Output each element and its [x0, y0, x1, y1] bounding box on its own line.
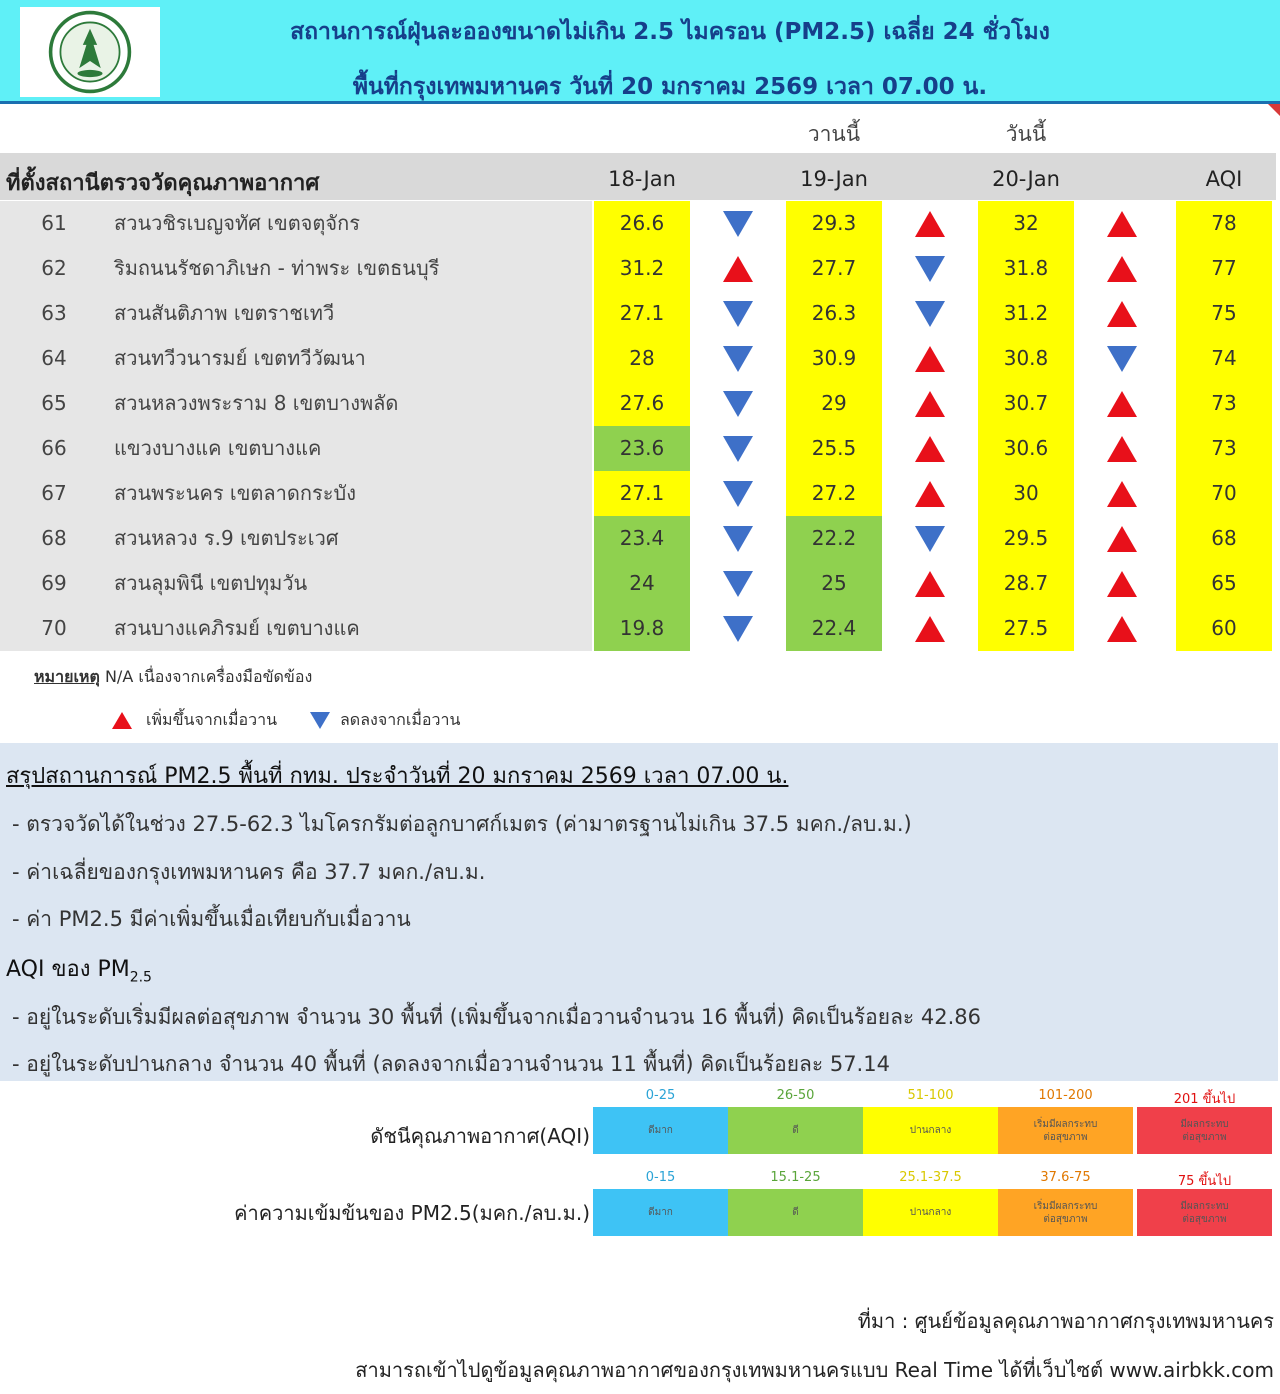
aqi-level-box: [863, 1107, 998, 1154]
value-20-jan: 30.8: [978, 336, 1074, 381]
level-text: ต่อสุขภาพ: [1182, 1213, 1227, 1225]
station-name: สวนสันติภาพ เขตราชเทวี: [108, 291, 592, 336]
value-20-jan: 28.7: [978, 561, 1074, 606]
aqi-value: 70: [1176, 471, 1272, 516]
trend-cell: [882, 246, 978, 291]
yesterday-label: วานนี้: [807, 122, 861, 146]
triangle-down-icon: [723, 346, 753, 372]
table-row: [0, 471, 1276, 516]
aqi-range-label: 101-200: [1038, 1088, 1093, 1103]
header-banner: [0, 0, 1280, 104]
value-20-jan: 27.5: [978, 606, 1074, 651]
level-text: ดี: [792, 1207, 799, 1218]
level-text: ต่อสุขภาพ: [1043, 1213, 1088, 1225]
value-18-jan: 27.1: [594, 291, 690, 336]
summary-panel: [0, 743, 1278, 1081]
triangle-down-icon: [723, 616, 753, 642]
trend-cell: [882, 606, 978, 651]
aqi-value: 75: [1176, 291, 1272, 336]
triangle-up-icon: [915, 571, 945, 597]
triangle-up-icon: [915, 436, 945, 462]
triangle-down-icon: [723, 526, 753, 552]
station-number: 69: [0, 561, 108, 606]
trend-cell: [1074, 516, 1170, 561]
pm-level-box: [998, 1189, 1133, 1236]
trend-cell: [1074, 426, 1170, 471]
trend-cell: [1074, 606, 1170, 651]
station-name: สวนทวีวนารมย์ เขตทวีวัฒนา: [108, 336, 592, 381]
table-row: [0, 336, 1276, 381]
value-20-jan: 29.5: [978, 516, 1074, 561]
aqi-scale-label: ดัชนีคุณภาพอากาศ(AQI): [370, 1124, 590, 1148]
triangle-down-icon: [915, 526, 945, 552]
station-name: สวนวชิรเบญจทัศ เขตจตุจักร: [108, 201, 592, 246]
triangle-up-icon: [723, 256, 753, 282]
aqi-line-1: - อยู่ในระดับเริ่มมีผลต่อสุขภาพ จำนวน 30 พื้นที่ (เพิ่มขึ้นจากเมื่อวานจำนวน 16 พื้นที่) คิดเป็นร้อยละ 42.86: [12, 1005, 982, 1029]
pm-range-label: 25.1-37.5: [899, 1170, 962, 1185]
station-number: 66: [0, 426, 108, 471]
value-19-jan: 25.5: [786, 426, 882, 471]
value-18-jan: 19.8: [594, 606, 690, 651]
aqi-line-2: - อยู่ในระดับปานกลาง จำนวน 40 พื้นที่ (ลดลงจากเมื่อวานจำนวน 11 พื้นที่) คิดเป็นร้อยละ 57.14: [12, 1052, 890, 1076]
pm-level-box: [593, 1189, 728, 1236]
level-text: เริ่มมีผลกระทบ: [1033, 1118, 1098, 1130]
level-text: ต่อสุขภาพ: [1043, 1131, 1088, 1143]
station-number: 64: [0, 336, 108, 381]
value-20-jan: 30: [978, 471, 1074, 516]
table-header: [0, 153, 1276, 200]
trend-cell: [1074, 246, 1170, 291]
station-name: สวนลุมพินี เขตปทุมวัน: [108, 561, 592, 606]
station-number: 70: [0, 606, 108, 651]
value-19-jan: 29: [786, 381, 882, 426]
website-text: สามารถเข้าไปดูข้อมูลคุณภาพอากาศของกรุงเทพมหานครแบบ Real Time ได้ที่เว็บไซต์ www.airbkk.com: [355, 1358, 1274, 1382]
day3-column-header: 20-Jan: [992, 167, 1060, 191]
value-20-jan: 31.8: [978, 246, 1074, 291]
level-text: มีผลกระทบ: [1180, 1200, 1229, 1212]
triangle-up-icon: [1107, 436, 1137, 462]
aqi-value: 60: [1176, 606, 1272, 651]
level-text: เริ่มมีผลกระทบ: [1033, 1200, 1098, 1212]
legend-up-label: เพิ่มขึ้นจากเมื่อวาน: [146, 709, 278, 729]
aqi-value: 73: [1176, 381, 1272, 426]
level-text: ต่อสุขภาพ: [1182, 1131, 1227, 1143]
value-18-jan: 23.6: [594, 426, 690, 471]
station-name: ริมถนนรัชดาภิเษก - ท่าพระ เขตธนบุรี: [108, 246, 592, 291]
station-number: 61: [0, 201, 108, 246]
pm-range-label: 15.1-25: [770, 1170, 821, 1185]
value-19-jan: 22.4: [786, 606, 882, 651]
level-text: ปานกลาง: [909, 1207, 952, 1218]
table-row: [0, 516, 1276, 561]
triangle-up-icon: [915, 616, 945, 642]
trend-cell: [882, 471, 978, 516]
day2-column-header: 19-Jan: [800, 167, 868, 191]
bma-logo: [20, 7, 160, 97]
station-name: สวนบางแคภิรมย์ เขตบางแค: [108, 606, 592, 651]
aqi-range-label: 201 ขึ้นไป: [1173, 1092, 1236, 1107]
pm-scale-label: ค่าความเข้มข้นของ PM2.5(มคก./ลบ.ม.): [234, 1201, 590, 1225]
trend-cell: [1074, 381, 1170, 426]
triangle-down-icon: [723, 571, 753, 597]
summary-line-2: - ค่าเฉลี่ยของกรุงเทพมหานคร คือ 37.7 มคก./ลบ.ม.: [12, 860, 486, 884]
triangle-down-icon: [723, 436, 753, 462]
station-column-header: ที่ตั้งสถานีตรวจวัดคุณภาพอากาศ: [6, 171, 320, 196]
station-number: 63: [0, 291, 108, 336]
triangle-up-icon: [1107, 256, 1137, 282]
aqi-range-label: 26-50: [776, 1088, 815, 1103]
triangle-up-icon: [1107, 481, 1137, 507]
legend-down: [310, 708, 460, 732]
aqi-range-label: 51-100: [907, 1088, 954, 1103]
aqi-level-box: [998, 1107, 1133, 1154]
triangle-down-icon: [310, 712, 330, 729]
triangle-down-icon: [723, 301, 753, 327]
trend-cell: [1074, 561, 1170, 606]
value-18-jan: 27.6: [594, 381, 690, 426]
trend-cell: [1074, 471, 1170, 516]
trend-cell: [882, 201, 978, 246]
value-18-jan: 28: [594, 336, 690, 381]
pm-range-label: 75 ขึ้นไป: [1177, 1174, 1232, 1189]
value-18-jan: 24: [594, 561, 690, 606]
trend-cell: [1074, 336, 1170, 381]
trend-cell: [690, 246, 786, 291]
trend-cell: [882, 426, 978, 471]
triangle-up-icon: [915, 211, 945, 237]
legend-up: [112, 708, 277, 732]
value-19-jan: 22.2: [786, 516, 882, 561]
station-number: 62: [0, 246, 108, 291]
value-18-jan: 31.2: [594, 246, 690, 291]
station-number: 67: [0, 471, 108, 516]
table-row: [0, 246, 1276, 291]
aqi-heading: [6, 951, 152, 986]
aqi-value: 65: [1176, 561, 1272, 606]
station-name: สวนหลวงพระราม 8 เขตบางพลัด: [108, 381, 592, 426]
trend-cell: [690, 336, 786, 381]
level-text: ดีมาก: [648, 1207, 673, 1218]
triangle-up-icon: [1107, 571, 1137, 597]
title-line-1: สถานการณ์ฝุ่นละอองขนาดไม่เกิน 2.5 ไมครอน (PM2.5) เฉลี่ย 24 ชั่วโมง: [290, 19, 1050, 45]
station-number: 65: [0, 381, 108, 426]
aqi-value: 68: [1176, 516, 1272, 561]
value-19-jan: 26.3: [786, 291, 882, 336]
value-19-jan: 29.3: [786, 201, 882, 246]
aqi-heading-sub: 2.5: [129, 969, 152, 986]
aqi-level-box: [728, 1107, 863, 1154]
today-label: วันนี้: [1005, 122, 1047, 146]
trend-cell: [690, 381, 786, 426]
triangle-up-icon: [1107, 616, 1137, 642]
triangle-down-icon: [915, 256, 945, 282]
value-19-jan: 27.2: [786, 471, 882, 516]
trend-cell: [882, 336, 978, 381]
aqi-value: 74: [1176, 336, 1272, 381]
triangle-down-icon: [915, 301, 945, 327]
trend-cell: [690, 201, 786, 246]
summary-line-3: - ค่า PM2.5 มีค่าเพิ่มขึ้นเมื่อเทียบกับเมื่อวาน: [12, 907, 411, 931]
aqi-level-box: [1137, 1107, 1272, 1154]
value-20-jan: 30.6: [978, 426, 1074, 471]
triangle-up-icon: [915, 481, 945, 507]
aqi-column-header: AQI: [1205, 167, 1243, 191]
legend-down-label: ลดลงจากเมื่อวาน: [340, 709, 461, 729]
table-row: [0, 381, 1276, 426]
triangle-down-icon: [723, 391, 753, 417]
value-20-jan: 32: [978, 201, 1074, 246]
pm-level-box: [1137, 1189, 1272, 1236]
trend-cell: [1074, 291, 1170, 336]
triangle-up-icon: [112, 712, 132, 729]
pm-level-box: [863, 1189, 998, 1236]
day1-column-header: 18-Jan: [608, 167, 676, 191]
station-number: 68: [0, 516, 108, 561]
triangle-down-icon: [1107, 346, 1137, 372]
level-text: มีผลกระทบ: [1180, 1118, 1229, 1130]
triangle-down-icon: [723, 481, 753, 507]
table-row: [0, 561, 1276, 606]
station-name: สวนพระนคร เขตลาดกระบัง: [108, 471, 592, 516]
trend-cell: [882, 561, 978, 606]
table-row: [0, 426, 1276, 471]
title-line-2: พื้นที่กรุงเทพมหานคร วันที่ 20 มกราคม 2569 เวลา 07.00 น.: [352, 74, 988, 100]
triangle-up-icon: [1107, 526, 1137, 552]
pm-level-box: [728, 1189, 863, 1236]
summary-line-1: - ตรวจวัดได้ในช่วง 27.5-62.3 ไมโครกรัมต่อลูกบาศก์เมตร (ค่ามาตรฐานไม่เกิน 37.5 มคก./ลบ.ม.): [12, 812, 912, 836]
table-row: [0, 606, 1276, 651]
pm-range-label: 37.6-75: [1040, 1170, 1091, 1185]
station-name: แขวงบางแค เขตบางแค: [108, 426, 592, 471]
trend-cell: [690, 561, 786, 606]
aqi-heading-text: AQI ของ PM: [6, 957, 130, 982]
triangle-up-icon: [1107, 211, 1137, 237]
aqi-value: 73: [1176, 426, 1272, 471]
level-text: ดีมาก: [648, 1125, 673, 1136]
level-text: ปานกลาง: [909, 1125, 952, 1136]
trend-cell: [882, 291, 978, 336]
value-18-jan: 26.6: [594, 201, 690, 246]
trend-cell: [690, 516, 786, 561]
value-18-jan: 27.1: [594, 471, 690, 516]
triangle-down-icon: [723, 211, 753, 237]
level-text: ดี: [792, 1125, 799, 1136]
triangle-up-icon: [915, 346, 945, 372]
note-label: หมายเหตุ: [34, 667, 100, 686]
value-18-jan: 23.4: [594, 516, 690, 561]
station-name: สวนหลวง ร.9 เขตประเวศ: [108, 516, 592, 561]
value-20-jan: 30.7: [978, 381, 1074, 426]
source-text: ที่มา : ศูนย์ข้อมูลคุณภาพอากาศกรุงเทพมหานคร: [857, 1309, 1274, 1333]
trend-cell: [882, 516, 978, 561]
trend-cell: [690, 291, 786, 336]
aqi-value: 77: [1176, 246, 1272, 291]
triangle-up-icon: [1107, 391, 1137, 417]
pm-range-label: 0-15: [645, 1170, 676, 1185]
trend-cell: [1074, 201, 1170, 246]
trend-cell: [690, 606, 786, 651]
value-19-jan: 27.7: [786, 246, 882, 291]
note-text: N/A เนื่องจากเครื่องมือขัดข้อง: [104, 667, 313, 686]
triangle-up-icon: [915, 391, 945, 417]
aqi-range-label: 0-25: [645, 1088, 676, 1103]
table-row: [0, 201, 1276, 246]
trend-cell: [690, 471, 786, 516]
value-19-jan: 25: [786, 561, 882, 606]
triangle-up-icon: [1107, 301, 1137, 327]
trend-cell: [882, 381, 978, 426]
note: [34, 665, 312, 690]
trend-cell: [690, 426, 786, 471]
aqi-value: 78: [1176, 201, 1272, 246]
value-20-jan: 31.2: [978, 291, 1074, 336]
value-19-jan: 30.9: [786, 336, 882, 381]
aqi-level-box: [593, 1107, 728, 1154]
table-row: [0, 291, 1276, 336]
summary-title: สรุปสถานการณ์ PM2.5 พื้นที่ กทม. ประจำวันที่ 20 มกราคม 2569 เวลา 07.00 น.: [6, 764, 789, 789]
corner-mark: [1268, 104, 1280, 116]
